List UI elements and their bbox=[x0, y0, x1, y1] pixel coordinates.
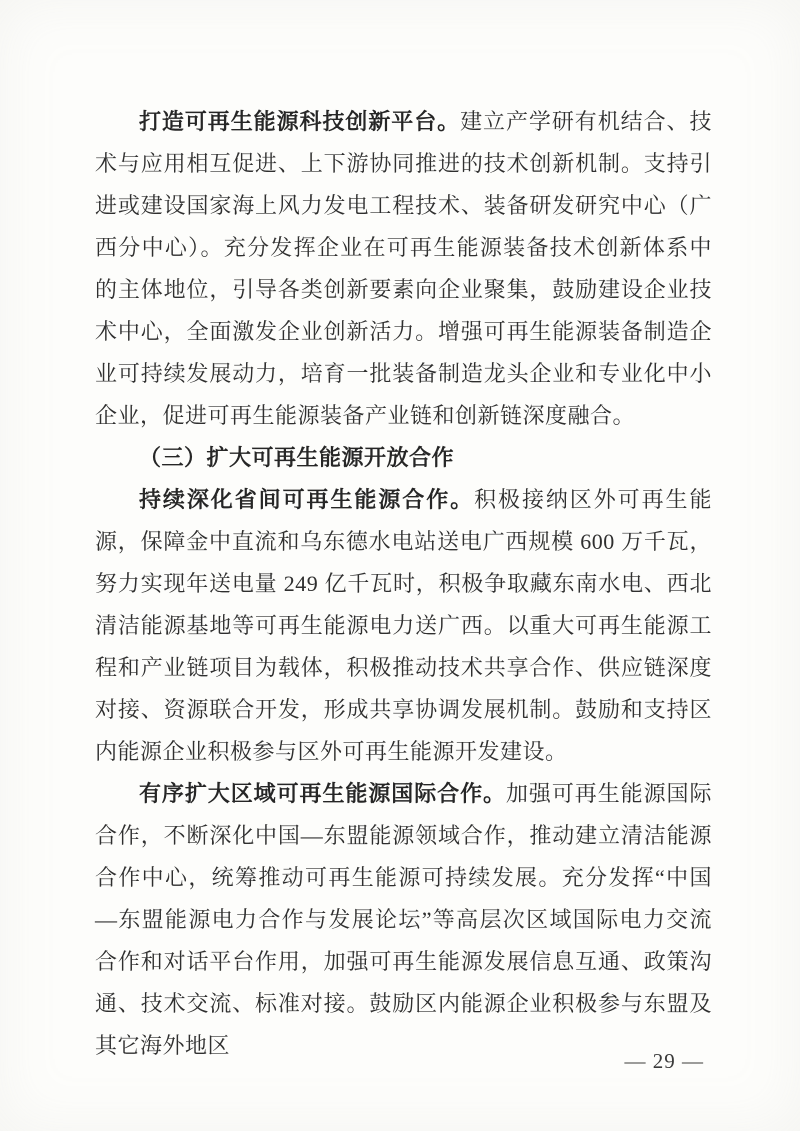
paragraph-interprovincial-cooperation bbox=[95, 479, 712, 773]
paragraph-lead-bold: 有序扩大区域可再生能源国际合作。 bbox=[139, 781, 506, 806]
section-heading-expand-open-cooperation: （三）扩大可再生能源开放合作 bbox=[139, 445, 455, 470]
paragraph-international-cooperation bbox=[95, 773, 712, 1067]
paragraph-body-text: 建立产学研有机结合、技术与应用相互促进、上下游协同推进的技术创新机制。支持引进或建设国家海上风力发电工程技术、装备研发研究中心（广西分中心）。充分发挥企业在可再生能源装备技术创新体系中的主体地位，引导各类创新要素向企业聚集，鼓励建设企业技术中心，全面激发企业创新活力。增强可再生能源装备制造企业可持续发展动力，培育一批装备制造龙头企业和专业化中小企业，促进可再生能源装备产业链和创新链深度融合。 bbox=[95, 109, 712, 428]
page-number: — 29 — bbox=[624, 1049, 704, 1073]
document-content bbox=[95, 101, 712, 1067]
paragraph-lead-bold: 持续深化省间可再生能源合作。 bbox=[139, 487, 475, 512]
paragraph-body-text: 积极接纳区外可再生能源，保障金中直流和乌东德水电站送电广西规模 600 万千瓦，努力实现年送电量 249 亿千瓦时，积极争取藏东南水电、西北清洁能源基地等可再生能源电力送广西。以重大可再生能源工程和产业链项目为载体，积极推动技术共享合作、供应链深度对接、资源联合开发，形成共享协调发展机制。鼓励和支持区内能源企业积极参与区外可再生能源开发建设。 bbox=[95, 487, 712, 764]
paragraph-tech-innovation-platform bbox=[95, 101, 712, 437]
paragraph-body-text: 加强可再生能源国际合作，不断深化中国—东盟能源领域合作，推动建立清洁能源合作中心，统筹推动可再生能源可持续发展。充分发挥“中国—东盟能源电力合作与发展论坛”等高层次区域国际电力交流合作和对话平台作用，加强可再生能源发展信息互通、政策沟通、技术交流、标准对接。鼓励区内能源企业积极参与东盟及其它海外地区 bbox=[95, 781, 712, 1058]
paragraph-lead-bold: 打造可再生能源科技创新平台。 bbox=[139, 109, 461, 134]
